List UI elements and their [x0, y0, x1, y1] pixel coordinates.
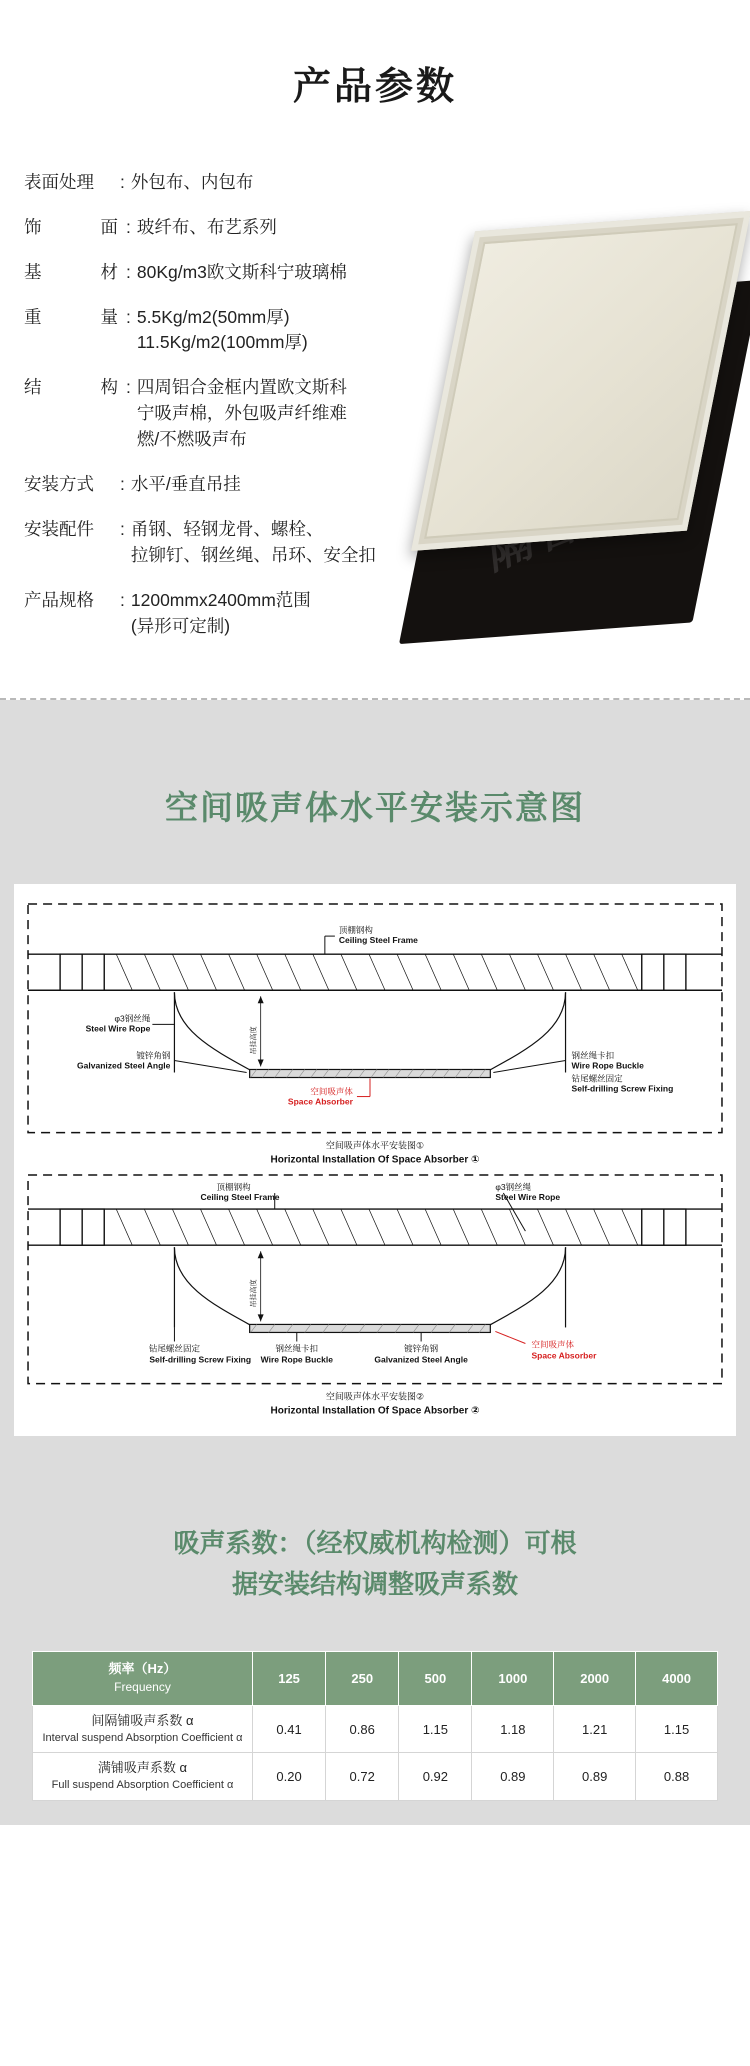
param-colon: :	[120, 589, 125, 610]
param-value-line: 5.5Kg/m2(50mm厚)	[136, 306, 290, 327]
row-label-full-en: Full suspend Absorption Coefficient α	[51, 1779, 234, 1792]
cell-interval-2000: 1.21	[554, 1705, 636, 1753]
param-row	[24, 472, 470, 498]
label-ceiling-en: Ceiling Steel Frame	[338, 935, 418, 946]
cell-interval-1000: 1.18	[472, 1705, 554, 1753]
label-ceiling-cn: 顶棚钢构	[338, 925, 373, 936]
freq-col-125: 125	[253, 1652, 326, 1705]
cell-full-250: 0.72	[326, 1753, 399, 1801]
label2-buckle-cn: 钢丝绳卡扣	[275, 1343, 319, 1354]
param-label: 结 构	[24, 377, 126, 398]
panel-face	[424, 224, 738, 540]
freq-col-1000: 1000	[472, 1652, 554, 1705]
param-colon: :	[126, 261, 131, 282]
row-label-interval-cn: 间隔铺吸声系数 α	[91, 1712, 194, 1728]
param-row	[24, 517, 470, 569]
param-value-line: 甬钢、轻钢龙骨、螺栓、	[130, 518, 324, 539]
param-value-line: 11.5Kg/m2(100mm厚)	[136, 332, 308, 353]
absorption-coefficient-section	[0, 1466, 750, 1826]
param-value	[137, 260, 470, 286]
label-absorber-cn: 空间吸声体	[310, 1086, 353, 1097]
cell-interval-500: 1.15	[399, 1705, 472, 1753]
row-label-full-cn: 满铺吸声系数 α	[97, 1760, 188, 1776]
param-value	[131, 588, 470, 640]
param-row	[24, 305, 470, 357]
frequency-header	[33, 1652, 253, 1705]
param-row	[24, 375, 470, 453]
cell-full-2000: 0.89	[554, 1753, 636, 1801]
param-colon: :	[126, 216, 131, 237]
dim-label-bottom: 吊挂高度	[250, 1279, 258, 1308]
cell-full-125: 0.20	[253, 1753, 326, 1801]
diagram-2-svg	[24, 1171, 726, 1422]
diagram-1-svg	[24, 900, 726, 1171]
param-colon: :	[126, 306, 131, 327]
param-label: 安装方式	[24, 474, 94, 495]
frequency-header-cn: 频率（Hz）	[108, 1661, 177, 1677]
param-value	[131, 472, 470, 498]
coefficient-title	[0, 1513, 750, 1630]
param-value-line: 80Kg/m3欧文斯科宁玻璃棉	[136, 261, 347, 282]
param-label: 重 量	[24, 306, 126, 327]
param-label: 表面处理	[24, 171, 94, 192]
label-angle-en: Galvanized Steel Angle	[77, 1060, 171, 1071]
label2-angle-cn: 镀锌角钢	[404, 1343, 439, 1354]
diagram-1-caption-en: Horizontal Installation Of Space Absorber ①	[270, 1154, 480, 1166]
freq-col-250: 250	[326, 1652, 399, 1705]
diagram-title: 空间吸声体水平安装示意图	[165, 788, 585, 826]
label-buckle-cn: 钢丝绳卡扣	[571, 1050, 615, 1061]
label2-rope-cn: φ3钢丝绳	[495, 1182, 532, 1193]
param-value-line: 宁吸声棉，外包吸声纤维难	[136, 403, 347, 424]
label2-absorber-cn: 空间吸声体	[531, 1339, 575, 1350]
param-value	[131, 517, 470, 569]
label2-screw-cn: 钻尾螺丝固定	[148, 1343, 200, 1354]
label-buckle-en: Wire Rope Buckle	[571, 1060, 644, 1071]
diagram-1-caption-cn: 空间吸声体水平安装图①	[325, 1140, 425, 1151]
row-label-full	[33, 1753, 253, 1801]
freq-col-4000: 4000	[636, 1652, 718, 1705]
param-label: 安装配件	[24, 518, 94, 539]
table-row	[33, 1705, 718, 1753]
param-value-line: 水平/垂直吊挂	[130, 474, 241, 495]
label2-ceiling-en: Ceiling Steel Frame	[200, 1192, 280, 1203]
cell-interval-125: 0.41	[253, 1705, 326, 1753]
freq-col-500: 500	[399, 1652, 472, 1705]
param-row	[24, 260, 470, 286]
coefficient-title-line1: 吸声系数：（经权威机构检测）可根	[173, 1528, 577, 1559]
param-row	[24, 170, 470, 196]
table-head	[33, 1652, 718, 1705]
label2-absorber-en: Space Absorber	[531, 1350, 597, 1361]
dim-label-top: 吊挂高度	[250, 1026, 258, 1055]
installation-diagram-section	[0, 700, 750, 1465]
param-colon: :	[120, 518, 125, 539]
param-colon: :	[120, 474, 125, 495]
label-absorber-en: Space Absorber	[287, 1096, 353, 1107]
product-parameters-section	[0, 25, 750, 698]
label2-buckle-en: Wire Rope Buckle	[260, 1354, 333, 1365]
coefficient-title-line2: 据安装结构调整吸声系数	[231, 1568, 518, 1599]
label2-ceiling-cn: 顶棚钢构	[216, 1182, 251, 1193]
row-label-interval	[33, 1705, 253, 1753]
diagram-container	[14, 884, 736, 1435]
label2-angle-en: Galvanized Steel Angle	[374, 1354, 468, 1365]
frequency-header-en: Frequency	[114, 1680, 171, 1695]
table-row	[33, 1753, 718, 1801]
product-detail-page	[0, 25, 750, 1825]
label-screw-en: Self-drilling Screw Fixing	[571, 1083, 674, 1094]
param-value-line: 四周铝合金框内置欧文斯科	[136, 377, 347, 398]
page-title: 产品参数	[292, 66, 457, 109]
param-value-line: 燃/不燃吸声布	[136, 429, 247, 450]
param-label: 基 材	[24, 261, 126, 282]
label-angle-cn: 镀锌角钢	[136, 1050, 171, 1061]
diagram-2-caption-cn: 空间吸声体水平安装图②	[325, 1391, 425, 1402]
label-rope-cn: φ3钢丝绳	[114, 1013, 151, 1024]
param-colon: :	[120, 171, 125, 192]
cell-full-500: 0.92	[399, 1753, 472, 1801]
param-value-line: 外包布、内包布	[130, 171, 254, 192]
param-value-line: 拉铆钉、钢丝绳、吊环、安全扣	[130, 544, 376, 565]
label2-screw-en: Self-drilling Screw Fixing	[149, 1354, 252, 1365]
param-value	[137, 375, 470, 453]
param-label: 产品规格	[24, 589, 94, 610]
param-value-line: 1200mmx2400mm范围	[130, 589, 311, 610]
param-row	[24, 215, 470, 241]
photo-watermark: 隔音	[486, 496, 588, 581]
param-colon: :	[126, 377, 131, 398]
param-value	[137, 215, 470, 241]
label-screw-cn: 钻尾螺丝固定	[571, 1073, 623, 1084]
param-label: 饰 面	[24, 216, 126, 237]
param-value	[137, 305, 470, 357]
cell-full-4000: 0.88	[636, 1753, 718, 1801]
param-value-line: 玻纤布、布艺系列	[136, 216, 277, 237]
parameter-list	[0, 170, 470, 640]
table-body	[33, 1705, 718, 1801]
param-value-line: (异形可定制)	[130, 615, 231, 636]
diagram-2-caption-en: Horizontal Installation Of Space Absorber ②	[270, 1405, 480, 1417]
param-row	[24, 588, 470, 640]
label-rope-en: Steel Wire Rope	[85, 1023, 151, 1034]
row-label-interval-en: Interval suspend Absorption Coefficient α	[42, 1731, 243, 1744]
param-value	[131, 170, 470, 196]
cell-interval-250: 0.86	[326, 1705, 399, 1753]
cell-interval-4000: 1.15	[636, 1705, 718, 1753]
table-header-row	[33, 1652, 718, 1705]
coefficient-table	[32, 1651, 718, 1801]
cell-full-1000: 0.89	[472, 1753, 554, 1801]
freq-col-2000: 2000	[554, 1652, 636, 1705]
label2-rope-en: Steel Wire Rope	[495, 1192, 561, 1203]
